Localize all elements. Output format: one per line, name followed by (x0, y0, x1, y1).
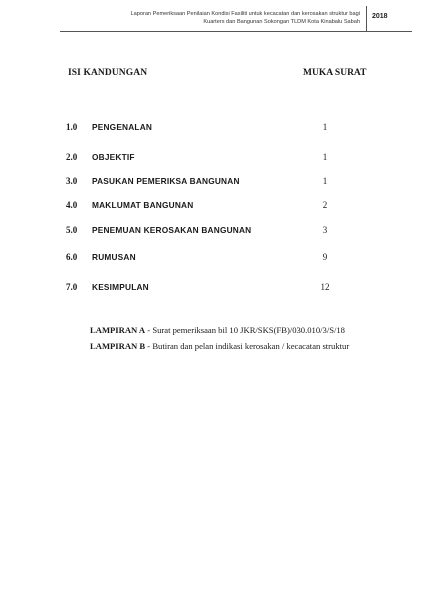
toc-title: PENEMUAN KEROSAKAN BANGUNAN (92, 225, 252, 235)
header-line-2: Kuarters dan Bangunan Sokongan TLDM Kota Kinabalu Sabah (203, 19, 360, 25)
toc-page-heading: MUKA SURAT (303, 68, 367, 78)
header-year: 2018 (372, 13, 388, 20)
appendix-b (90, 341, 349, 351)
toc-title: PASUKAN PEMERIKSA BANGUNAN (92, 176, 240, 186)
toc-page-number: 2 (322, 200, 328, 210)
toc-row (0, 282, 424, 296)
header-divider-horizontal (60, 31, 412, 32)
appendix-description: - Butiran dan pelan indikasi kerosakan / kecacatan struktur (145, 341, 350, 351)
toc-number: 7.0 (66, 282, 78, 292)
toc-row (0, 200, 424, 214)
toc-heading: ISI KANDUNGAN (68, 68, 148, 78)
toc-page-number: 1 (322, 152, 328, 162)
toc-row (0, 252, 424, 266)
toc-row (0, 176, 424, 190)
page-header (60, 10, 360, 26)
toc-number: 6.0 (66, 252, 78, 262)
toc-page-number: 1 (322, 176, 328, 186)
toc-page-number: 9 (322, 252, 328, 262)
header-line-1: Laporan Pemeriksaan Penilaian Kondisi Fasiliti untuk kecacatan dan kerosakan struktur bagi (130, 11, 360, 17)
toc-row (0, 225, 424, 239)
toc-title: PENGENALAN (92, 122, 153, 132)
toc-title: KESIMPULAN (92, 282, 149, 292)
appendix-a (90, 325, 345, 335)
toc-number: 2.0 (66, 152, 78, 162)
toc-title: MAKLUMAT BANGUNAN (92, 200, 194, 210)
toc-number: 4.0 (66, 200, 78, 210)
toc-page-number: 12 (320, 282, 330, 292)
toc-page-number: 1 (322, 122, 328, 132)
toc-title: RUMUSAN (92, 252, 136, 262)
toc-number: 5.0 (66, 225, 78, 235)
appendix-label: LAMPIRAN B (90, 341, 146, 351)
appendix-label: LAMPIRAN A (90, 325, 146, 335)
toc-row (0, 152, 424, 166)
toc-row (0, 122, 424, 136)
toc-number: 3.0 (66, 176, 78, 186)
toc-page-number: 3 (322, 225, 328, 235)
appendix-description: - Surat pemeriksaan bil 10 JKR/SKS(FB)/030.010/3/S/18 (145, 325, 345, 335)
toc-number: 1.0 (66, 122, 78, 132)
toc-title: OBJEKTIF (92, 152, 135, 162)
header-divider-vertical (366, 6, 367, 32)
